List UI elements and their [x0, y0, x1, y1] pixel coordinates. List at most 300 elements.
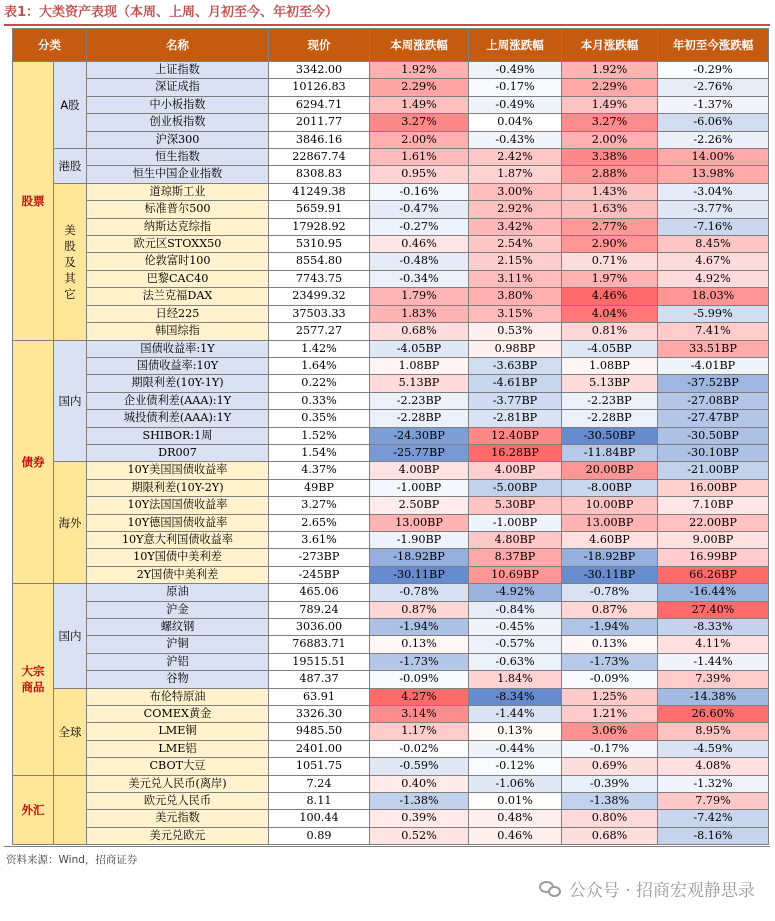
change-ytd: 27.40% — [658, 601, 769, 618]
current-price: 22867.74 — [269, 149, 370, 166]
current-price: 6294.71 — [269, 96, 370, 113]
change-ytd: -4.01BP — [658, 357, 769, 374]
current-price: 8554.80 — [269, 253, 370, 270]
header-row — [13, 29, 769, 62]
change-month: 1.08BP — [562, 357, 658, 374]
change-last-week: 4.00BP — [469, 462, 562, 479]
change-last-week: -0.43% — [469, 131, 562, 148]
change-month: 1.25% — [562, 688, 658, 705]
change-week: -1.38% — [370, 793, 469, 810]
change-week: 13.00BP — [370, 514, 469, 531]
asset-performance-table — [12, 28, 769, 845]
change-month: 0.13% — [562, 636, 658, 653]
change-week: 0.39% — [370, 810, 469, 827]
change-last-week: 2.42% — [469, 149, 562, 166]
change-month: 3.27% — [562, 114, 658, 131]
change-month: 0.68% — [562, 827, 658, 844]
change-ytd: 7.10BP — [658, 497, 769, 514]
table-row — [13, 793, 769, 810]
table-row — [13, 62, 769, 79]
change-week: -1.73% — [370, 653, 469, 670]
subcategory-label — [54, 775, 87, 845]
table-row — [13, 758, 769, 775]
change-week: 0.40% — [370, 775, 469, 792]
change-ytd: -3.04% — [658, 183, 769, 200]
table-row — [13, 688, 769, 705]
current-price: 3.27% — [269, 497, 370, 514]
asset-name: 法兰克福DAX — [87, 288, 269, 305]
change-month: -8.00BP — [562, 479, 658, 496]
footer-rule — [4, 846, 770, 847]
change-week: -1.90BP — [370, 531, 469, 548]
change-month: 1.63% — [562, 201, 658, 218]
change-ytd: 16.00BP — [658, 479, 769, 496]
asset-name: 2Y国债中美利差 — [87, 566, 269, 583]
table-row — [13, 497, 769, 514]
change-ytd: 16.99BP — [658, 549, 769, 566]
asset-name: 10Y法国国债收益率 — [87, 497, 269, 514]
col-header-last-week: 上周涨跌幅 — [469, 29, 562, 62]
table-row — [13, 201, 769, 218]
watermark — [539, 876, 755, 901]
asset-name: CBOT大豆 — [87, 758, 269, 775]
asset-name: 螺纹钢 — [87, 619, 269, 636]
change-week: -0.27% — [370, 218, 469, 235]
watermark-text: 公众号 · 招商宏观静思录 — [568, 881, 755, 901]
category-label: 股票 — [13, 62, 54, 341]
asset-name: LME铝 — [87, 740, 269, 757]
current-price: 17928.92 — [269, 218, 370, 235]
change-week: -2.23BP — [370, 392, 469, 409]
current-price: 10126.83 — [269, 79, 370, 96]
change-ytd: -27.08BP — [658, 392, 769, 409]
change-week: 1.08BP — [370, 357, 469, 374]
change-last-week: 12.40BP — [469, 427, 562, 444]
col-header-ytd: 年初至今涨跌幅 — [658, 29, 769, 62]
asset-name: DR007 — [87, 444, 269, 461]
change-month: -0.78% — [562, 584, 658, 601]
change-ytd: -16.44% — [658, 584, 769, 601]
asset-name: 期限利差(10Y-1Y) — [87, 375, 269, 392]
change-week: -2.28BP — [370, 410, 469, 427]
change-ytd: 66.26BP — [658, 566, 769, 583]
current-price: 5659.91 — [269, 201, 370, 218]
current-price: 3846.16 — [269, 131, 370, 148]
table-row — [13, 236, 769, 253]
change-week: 3.27% — [370, 114, 469, 131]
current-price: 37503.33 — [269, 305, 370, 322]
change-week: -0.47% — [370, 201, 469, 218]
change-last-week: 0.13% — [469, 723, 562, 740]
change-month: -0.39% — [562, 775, 658, 792]
change-last-week: -0.49% — [469, 62, 562, 79]
current-price: 465.06 — [269, 584, 370, 601]
change-last-week: -0.84% — [469, 601, 562, 618]
table-title: 表1：大类资产表现（本周、上周、月初至今、年初至今） — [4, 5, 339, 20]
asset-name: 恒生中国企业指数 — [87, 166, 269, 183]
change-week: 1.92% — [370, 62, 469, 79]
asset-name: 深证成指 — [87, 79, 269, 96]
table-row — [13, 183, 769, 200]
table-row — [13, 357, 769, 374]
change-last-week: -5.00BP — [469, 479, 562, 496]
asset-name: 美元兑欧元 — [87, 827, 269, 844]
change-month: 1.21% — [562, 706, 658, 723]
change-week: -0.34% — [370, 270, 469, 287]
subcategory-label: 国内 — [54, 340, 87, 462]
table-row — [13, 827, 769, 844]
asset-name: 10Y美国国债收益率 — [87, 462, 269, 479]
table-row — [13, 288, 769, 305]
change-last-week: 0.01% — [469, 793, 562, 810]
change-month: -18.92BP — [562, 549, 658, 566]
change-last-week: 3.80% — [469, 288, 562, 305]
asset-name: 企业债利差(AAA):1Y — [87, 392, 269, 409]
change-ytd: -2.26% — [658, 131, 769, 148]
table-row — [13, 653, 769, 670]
change-week: 1.83% — [370, 305, 469, 322]
table-row — [13, 392, 769, 409]
change-last-week: 0.04% — [469, 114, 562, 131]
change-week: -0.02% — [370, 740, 469, 757]
category-label: 大宗商品 — [13, 584, 54, 775]
current-price: 7743.75 — [269, 270, 370, 287]
change-last-week: 5.30BP — [469, 497, 562, 514]
change-last-week: -3.77BP — [469, 392, 562, 409]
table-row — [13, 514, 769, 531]
change-ytd: 9.00BP — [658, 531, 769, 548]
change-last-week: -0.17% — [469, 79, 562, 96]
asset-name: 欧元区STOXX50 — [87, 236, 269, 253]
change-month: -1.94% — [562, 619, 658, 636]
change-month: -2.23BP — [562, 392, 658, 409]
change-last-week: 8.37BP — [469, 549, 562, 566]
asset-name: 谷物 — [87, 671, 269, 688]
current-price: 487.37 — [269, 671, 370, 688]
change-last-week: -0.44% — [469, 740, 562, 757]
change-month: 0.87% — [562, 601, 658, 618]
change-last-week: -1.00BP — [469, 514, 562, 531]
current-price: 3326.30 — [269, 706, 370, 723]
subcategory-label: 全球 — [54, 688, 87, 775]
current-price: 3036.00 — [269, 619, 370, 636]
change-week: 0.46% — [370, 236, 469, 253]
change-week: 0.95% — [370, 166, 469, 183]
change-week: 4.27% — [370, 688, 469, 705]
change-month: 2.29% — [562, 79, 658, 96]
table-row — [13, 740, 769, 757]
asset-name: 上证指数 — [87, 62, 269, 79]
col-header-category: 分类 — [13, 29, 87, 62]
change-ytd: 4.08% — [658, 758, 769, 775]
change-week: 1.49% — [370, 96, 469, 113]
change-week: -4.05BP — [370, 340, 469, 357]
table-row — [13, 79, 769, 96]
change-ytd: 7.39% — [658, 671, 769, 688]
subcategory-label: 海外 — [54, 462, 87, 584]
asset-name: SHIBOR:1周 — [87, 427, 269, 444]
change-last-week: 1.84% — [469, 671, 562, 688]
asset-name: LME铜 — [87, 723, 269, 740]
asset-name: 日经225 — [87, 305, 269, 322]
change-last-week: 0.98BP — [469, 340, 562, 357]
current-price: 49BP — [269, 479, 370, 496]
change-last-week: 16.28BP — [469, 444, 562, 461]
col-header-week: 本周涨跌幅 — [370, 29, 469, 62]
change-month: 1.49% — [562, 96, 658, 113]
change-ytd: -6.06% — [658, 114, 769, 131]
source-note: 资料来源：Wind，招商证券 — [6, 854, 138, 866]
change-ytd: -37.52BP — [658, 375, 769, 392]
current-price: 789.24 — [269, 601, 370, 618]
change-week: 1.17% — [370, 723, 469, 740]
change-last-week: 10.69BP — [469, 566, 562, 583]
change-ytd: 22.00BP — [658, 514, 769, 531]
change-month: 0.71% — [562, 253, 658, 270]
asset-name: 布伦特原油 — [87, 688, 269, 705]
change-month: -11.84BP — [562, 444, 658, 461]
change-week: 2.00% — [370, 131, 469, 148]
table-row — [13, 775, 769, 792]
change-last-week: -3.63BP — [469, 357, 562, 374]
change-ytd: 4.92% — [658, 270, 769, 287]
change-month: 4.04% — [562, 305, 658, 322]
change-ytd: 4.67% — [658, 253, 769, 270]
asset-name: 10Y德国国债收益率 — [87, 514, 269, 531]
current-price: 7.24 — [269, 775, 370, 792]
change-week: 4.00BP — [370, 462, 469, 479]
current-price: 0.22% — [269, 375, 370, 392]
table-row — [13, 462, 769, 479]
col-header-month: 本月涨跌幅 — [562, 29, 658, 62]
change-month: 0.80% — [562, 810, 658, 827]
change-month: 1.97% — [562, 270, 658, 287]
change-week: -0.59% — [370, 758, 469, 775]
change-week: -24.30BP — [370, 427, 469, 444]
change-ytd: -1.37% — [658, 96, 769, 113]
current-price: 2.65% — [269, 514, 370, 531]
asset-name: 纳斯达克综指 — [87, 218, 269, 235]
change-last-week: 2.54% — [469, 236, 562, 253]
table-row — [13, 114, 769, 131]
table-row — [13, 479, 769, 496]
change-ytd: -14.38% — [658, 688, 769, 705]
change-ytd: 4.11% — [658, 636, 769, 653]
change-month: 20.00BP — [562, 462, 658, 479]
table-row — [13, 531, 769, 548]
change-ytd: -7.16% — [658, 218, 769, 235]
asset-name: 恒生指数 — [87, 149, 269, 166]
change-ytd: -30.50BP — [658, 427, 769, 444]
change-ytd: -5.99% — [658, 305, 769, 322]
change-ytd: 7.41% — [658, 323, 769, 340]
change-week: -0.16% — [370, 183, 469, 200]
asset-name: COMEX黄金 — [87, 706, 269, 723]
current-price: 0.89 — [269, 827, 370, 844]
change-last-week: 4.80BP — [469, 531, 562, 548]
change-month: 0.81% — [562, 323, 658, 340]
asset-name: 期限利差(10Y-2Y) — [87, 479, 269, 496]
change-last-week: -1.06% — [469, 775, 562, 792]
change-month: 4.60BP — [562, 531, 658, 548]
current-price: 1.54% — [269, 444, 370, 461]
asset-name: 巴黎CAC40 — [87, 270, 269, 287]
change-last-week: 3.15% — [469, 305, 562, 322]
asset-name: 道琼斯工业 — [87, 183, 269, 200]
table-row — [13, 253, 769, 270]
asset-name: 沪铜 — [87, 636, 269, 653]
change-month: 3.06% — [562, 723, 658, 740]
current-price: 1.64% — [269, 357, 370, 374]
current-price: 3.61% — [269, 531, 370, 548]
asset-name: 沪金 — [87, 601, 269, 618]
change-month: 10.00BP — [562, 497, 658, 514]
change-week: 0.87% — [370, 601, 469, 618]
change-month: 4.46% — [562, 288, 658, 305]
table-row — [13, 549, 769, 566]
change-week: -25.77BP — [370, 444, 469, 461]
change-week: -0.48% — [370, 253, 469, 270]
change-ytd: -1.32% — [658, 775, 769, 792]
change-last-week: 3.11% — [469, 270, 562, 287]
change-ytd: -0.29% — [658, 62, 769, 79]
current-price: -245BP — [269, 566, 370, 583]
table-row — [13, 706, 769, 723]
change-ytd: -27.47BP — [658, 410, 769, 427]
current-price: 100.44 — [269, 810, 370, 827]
table-row — [13, 723, 769, 740]
change-month: -4.05BP — [562, 340, 658, 357]
table-row — [13, 375, 769, 392]
change-month: 5.13BP — [562, 375, 658, 392]
asset-name: 美元兑人民币(离岸) — [87, 775, 269, 792]
current-price: 1.42% — [269, 340, 370, 357]
table-row — [13, 810, 769, 827]
asset-name: 标准普尔500 — [87, 201, 269, 218]
change-last-week: 2.15% — [469, 253, 562, 270]
asset-name: 创业板指数 — [87, 114, 269, 131]
category-label: 外汇 — [13, 775, 54, 845]
change-ytd: 18.03% — [658, 288, 769, 305]
col-header-price: 现价 — [269, 29, 370, 62]
current-price: 2577.27 — [269, 323, 370, 340]
change-week: -0.09% — [370, 671, 469, 688]
current-price: 9485.50 — [269, 723, 370, 740]
change-last-week: -8.34% — [469, 688, 562, 705]
change-ytd: -2.76% — [658, 79, 769, 96]
table-row — [13, 340, 769, 357]
change-week: 3.14% — [370, 706, 469, 723]
asset-name: 欧元兑人民币 — [87, 793, 269, 810]
change-ytd: -4.59% — [658, 740, 769, 757]
current-price: 19515.51 — [269, 653, 370, 670]
change-last-week: -2.81BP — [469, 410, 562, 427]
table-row — [13, 410, 769, 427]
subcategory-label: 国内 — [54, 584, 87, 688]
table-row — [13, 166, 769, 183]
change-last-week: 2.92% — [469, 201, 562, 218]
change-ytd: 7.79% — [658, 793, 769, 810]
change-week: 5.13BP — [370, 375, 469, 392]
current-price: 8.11 — [269, 793, 370, 810]
change-ytd: 8.95% — [658, 723, 769, 740]
table-row — [13, 427, 769, 444]
change-month: 3.38% — [562, 149, 658, 166]
change-month: 2.00% — [562, 131, 658, 148]
change-week: -18.92BP — [370, 549, 469, 566]
current-price: 4.37% — [269, 462, 370, 479]
change-last-week: 3.42% — [469, 218, 562, 235]
change-last-week: 0.53% — [469, 323, 562, 340]
subcategory-label: 港股 — [54, 149, 87, 184]
change-ytd: 14.00% — [658, 149, 769, 166]
asset-name: 国债收益率:1Y — [87, 340, 269, 357]
change-last-week: 1.87% — [469, 166, 562, 183]
table-row — [13, 323, 769, 340]
wechat-icon — [539, 879, 563, 899]
asset-name: 国债收益率:10Y — [87, 357, 269, 374]
current-price: 41249.38 — [269, 183, 370, 200]
table-row — [13, 270, 769, 287]
change-last-week: -4.61BP — [469, 375, 562, 392]
change-last-week: -0.57% — [469, 636, 562, 653]
current-price: 23499.32 — [269, 288, 370, 305]
change-ytd: 13.98% — [658, 166, 769, 183]
change-month: 2.77% — [562, 218, 658, 235]
current-price: 8308.83 — [269, 166, 370, 183]
change-week: 1.61% — [370, 149, 469, 166]
change-week: -1.94% — [370, 619, 469, 636]
asset-name: 伦敦富时100 — [87, 253, 269, 270]
table-row — [13, 131, 769, 148]
table-row — [13, 566, 769, 583]
current-price: -273BP — [269, 549, 370, 566]
current-price: 0.33% — [269, 392, 370, 409]
change-month: -0.09% — [562, 671, 658, 688]
change-ytd: 26.60% — [658, 706, 769, 723]
table-row — [13, 584, 769, 601]
change-month: -30.50BP — [562, 427, 658, 444]
change-week: -1.00BP — [370, 479, 469, 496]
table-row — [13, 218, 769, 235]
change-last-week: 0.46% — [469, 827, 562, 844]
change-last-week: -4.92% — [469, 584, 562, 601]
asset-name: 沪铝 — [87, 653, 269, 670]
change-week: 1.79% — [370, 288, 469, 305]
asset-name: 韩国综指 — [87, 323, 269, 340]
table-row — [13, 96, 769, 113]
change-ytd: -1.44% — [658, 653, 769, 670]
change-month: 1.43% — [562, 183, 658, 200]
change-week: 0.13% — [370, 636, 469, 653]
change-month: 13.00BP — [562, 514, 658, 531]
current-price: 2401.00 — [269, 740, 370, 757]
asset-name: 10Y国债中美利差 — [87, 549, 269, 566]
change-week: 0.52% — [370, 827, 469, 844]
change-month: -30.11BP — [562, 566, 658, 583]
current-price: 2011.77 — [269, 114, 370, 131]
change-last-week: -0.49% — [469, 96, 562, 113]
change-ytd: 8.45% — [658, 236, 769, 253]
current-price: 0.35% — [269, 410, 370, 427]
change-week: 2.50BP — [370, 497, 469, 514]
table-row — [13, 444, 769, 461]
change-last-week: 3.00% — [469, 183, 562, 200]
current-price: 63.91 — [269, 688, 370, 705]
current-price: 76883.71 — [269, 636, 370, 653]
asset-name: 原油 — [87, 584, 269, 601]
table-row — [13, 671, 769, 688]
